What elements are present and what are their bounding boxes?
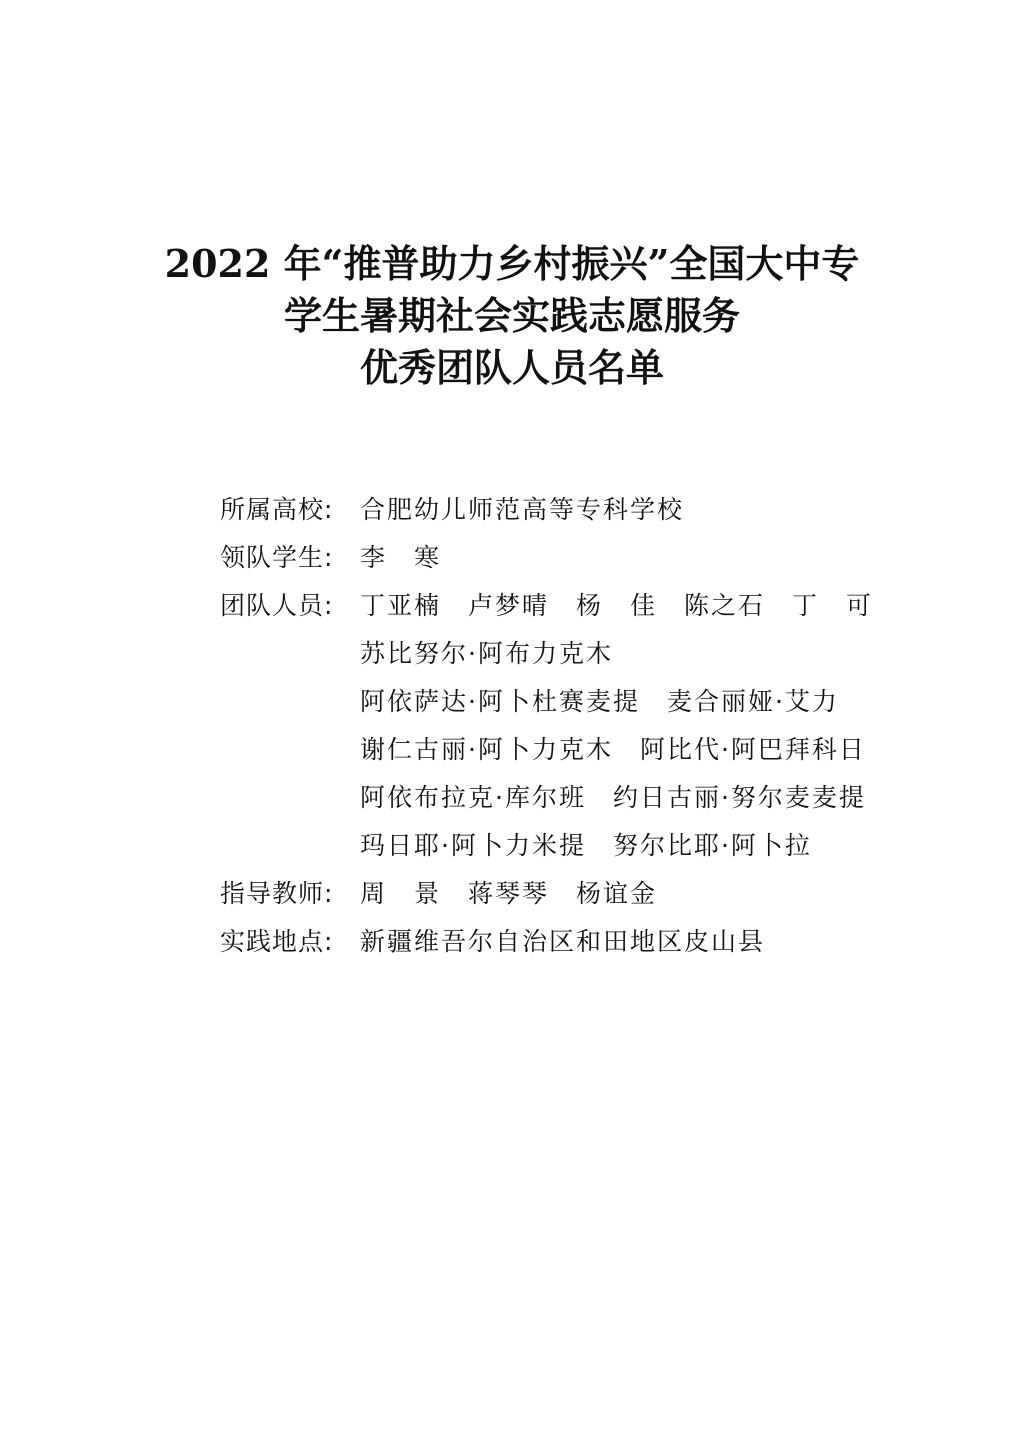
location-value: 新疆维吾尔自治区和田地区皮山县 <box>360 927 766 956</box>
members-row <box>220 582 940 630</box>
leader-label: 领队学生: <box>220 543 334 572</box>
members-row <box>220 774 940 822</box>
teacher-value: 周 景 蒋琴琴 杨谊金 <box>360 879 658 908</box>
location-label: 实践地点: <box>220 927 334 956</box>
members-line: 阿依布拉克·库尔班 约日古丽·努尔麦麦提 <box>360 783 866 812</box>
members-row <box>220 678 940 726</box>
members-line: 丁亚楠 卢梦晴 杨 佳 陈之石 丁 可 <box>360 591 874 620</box>
school-value: 合肥幼儿师范高等专科学校 <box>360 495 685 524</box>
leader-row <box>220 534 940 582</box>
teacher-row <box>220 870 940 918</box>
members-row <box>220 726 940 774</box>
members-row <box>220 822 940 870</box>
title-line-2: 学生暑期社会实践志愿服务 <box>283 293 740 338</box>
school-row <box>220 486 940 534</box>
teacher-label: 指导教师: <box>220 879 334 908</box>
members-line: 谢仁古丽·阿卜力克木 阿比代·阿巴拜科日 <box>360 735 866 764</box>
team-info <box>220 486 940 966</box>
members-label: 团队人员: <box>220 591 334 620</box>
title-line-1: 2022 年“推普助力乡村振兴”全国大中专 <box>164 241 860 286</box>
members-line: 苏比努尔·阿布力克木 <box>360 639 613 668</box>
members-line: 玛日耶·阿卜力米提 努尔比耶·阿卜拉 <box>360 831 812 860</box>
location-row <box>220 918 940 966</box>
school-label: 所属高校: <box>220 495 334 524</box>
title-line-3: 优秀团队人员名单 <box>359 345 664 390</box>
members-row <box>220 630 940 678</box>
leader-value: 李 寒 <box>360 543 442 572</box>
members-line: 阿依萨达·阿卜杜赛麦提 麦合丽娅·艾力 <box>360 687 839 716</box>
document-title <box>0 238 1024 394</box>
